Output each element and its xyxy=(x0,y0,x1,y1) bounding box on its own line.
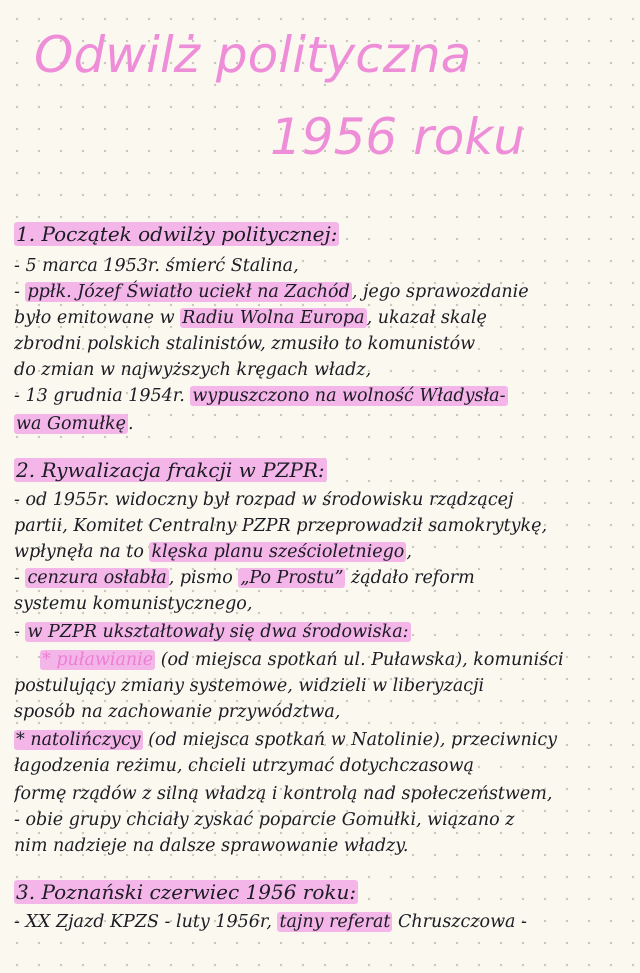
s2-line-8: postulujący zmiany systemowe, widzieli w liberyzacji xyxy=(14,676,485,696)
s1-line-4: zbrodni polskich stalinistów, zmusiło to komunistów xyxy=(14,334,476,354)
s2-line-6 xyxy=(14,620,634,644)
section-2-heading-highlight: 2. Rywalizacja frakcji w PZPR: xyxy=(16,458,325,482)
s2-line-5: systemu komunistycznego, xyxy=(14,594,253,614)
s2-line-11: łagodzenia reżimu, chcieli utrzymać dotychczasową xyxy=(14,756,474,776)
s1-line-6 xyxy=(14,384,634,408)
s2-line-2: partii, Komitet Centralny PZPR przeprowadził samokrytykę, xyxy=(14,516,548,536)
s2-line-4-c: żądało reform xyxy=(345,568,475,588)
s2-line-4-b: , pismo xyxy=(168,568,239,588)
s2-line-7-b: (od miejsca spotkań ul. Puławska), komuniści xyxy=(155,650,564,670)
s1-line-3 xyxy=(14,306,634,330)
s1-line-2-highlight: ppłk. Józef Światło uciekł na Zachód xyxy=(27,282,350,302)
s2-line-6-highlight: w PZPR ukształtowały się dwa środowiska: xyxy=(27,622,409,642)
s2-line-4-a: - xyxy=(14,568,26,588)
section-1-heading xyxy=(14,222,634,246)
s2-line-6-a: - xyxy=(14,622,26,642)
s2-line-14: nim nadzieje na dalsze sprawowanie władzy. xyxy=(14,836,409,856)
s1-line-1: - 5 marca 1953r. śmierć Stalina, xyxy=(14,256,299,276)
s2-line-7-star: * puławianie xyxy=(42,650,154,670)
s1-line-5: do zmian w najwyższych kręgach władz, xyxy=(14,360,372,380)
s2-line-3-comma: , xyxy=(406,542,412,562)
s2-line-3 xyxy=(14,540,634,564)
s2-line-10 xyxy=(14,728,634,752)
s1-line-6-a: - 13 grudnia 1954r. xyxy=(14,386,191,406)
s3-line-1-b: Chruszczowa - xyxy=(392,912,527,932)
s2-line-12: formę rządów z silną władzą i kontrolą nad społeczeństwem, xyxy=(14,784,553,804)
section-3-heading-highlight: 3. Poznański czerwiec 1956 roku: xyxy=(16,880,357,904)
s1-line-2-a: - xyxy=(14,282,26,302)
s2-line-4-highlight-2: „Po Prostu” xyxy=(240,568,344,588)
s2-line-4 xyxy=(14,566,634,590)
s2-line-10-b: (od miejsca spotkań w Natolinie), przeciwnicy xyxy=(142,730,558,750)
s2-line-13: - obie grupy chciały zyskać poparcie Gomułki, wiązano z xyxy=(14,810,515,830)
s1-line-3-a: było emitowane w xyxy=(14,308,181,328)
s1-line-3-highlight: Radiu Wolna Europa xyxy=(182,308,365,328)
s1-line-2 xyxy=(14,280,634,304)
s2-line-1: - od 1955r. widoczny był rozpad w środowisku rządzącej xyxy=(14,490,514,510)
s1-line-6-highlight: wypuszczono na wolność Władysła- xyxy=(192,386,506,406)
section-3-heading xyxy=(14,880,634,904)
s2-line-9: sposób na zachowanie przywództwa, xyxy=(14,702,341,722)
s2-line-3-highlight: klęska planu sześcioletniego xyxy=(151,542,405,562)
title-line-2: 1956 roku xyxy=(270,108,525,166)
s3-line-1-a: - XX Zjazd KPZS - luty 1956r, xyxy=(14,912,278,932)
s1-line-7-highlight: wa Gomułkę xyxy=(16,414,126,434)
s2-line-10-star: * natolińczycy xyxy=(16,730,141,750)
s2-line-3-a: wpłynęła na to xyxy=(14,542,150,562)
s3-line-1-highlight: tajny referat xyxy=(279,912,391,932)
section-2-heading xyxy=(14,458,634,482)
title-line-1: Odwilż polityczna xyxy=(34,26,472,84)
s1-line-7 xyxy=(14,412,634,436)
s3-line-1 xyxy=(14,910,634,934)
s1-line-2-b: , jego sprawozdanie xyxy=(351,282,529,302)
s1-line-7-period: . xyxy=(128,414,134,434)
section-1-heading-highlight: 1. Początek odwilży politycznej: xyxy=(16,222,338,246)
s2-line-4-highlight: cenzura osłabła xyxy=(27,568,167,588)
s1-line-3-b: , ukazał skalę xyxy=(366,308,487,328)
s2-line-7 xyxy=(40,648,634,672)
